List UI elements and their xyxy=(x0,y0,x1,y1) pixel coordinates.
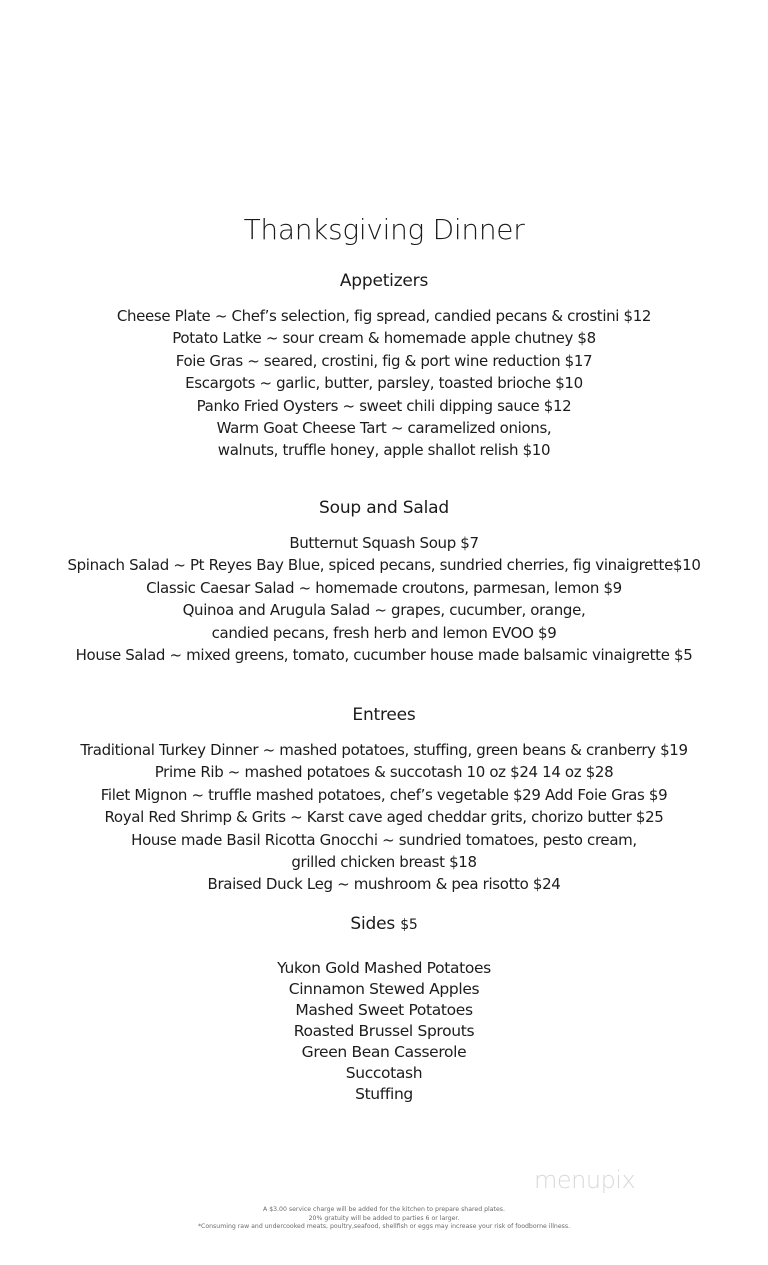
menu-item xyxy=(0,577,768,599)
menu-item-text: House Salad ~ mixed greens, tomato, cucumber house made balsamic vinaigrette $5 xyxy=(75,646,693,665)
section-entrees xyxy=(0,702,768,896)
menu-item xyxy=(0,554,768,576)
section-heading xyxy=(0,495,768,521)
menu-item-text: Classic Caesar Salad ~ homemade croutons, parmesan, lemon $9 xyxy=(146,578,622,597)
menu-item-text: House made Basil Ricotta Gnocchi ~ sundried tomatoes, pesto cream, xyxy=(131,830,637,849)
menu-item xyxy=(0,417,768,462)
menu-item-text: Warm Goat Cheese Tart ~ caramelized onions, xyxy=(216,419,552,438)
menu-item xyxy=(0,1000,768,1021)
section-heading-label: Soup and Salad xyxy=(319,498,449,518)
menu-item-text: Cinnamon Stewed Apples xyxy=(288,980,480,998)
menu-title: Thanksgiving Dinner xyxy=(243,213,525,246)
menu-item xyxy=(0,372,768,394)
menu-item xyxy=(0,1042,768,1063)
menu-item-text: Succotash xyxy=(345,1064,423,1082)
section-heading-label: Sides xyxy=(350,914,395,934)
menu-item-text: Cheese Plate ~ Chef’s selection, fig spread, candied pecans & crostini $12 xyxy=(116,307,652,325)
section-heading xyxy=(0,911,768,938)
menu-item-text-continued: walnuts, truffle honey, apple shallot relish $10 xyxy=(217,441,551,460)
footer-notes xyxy=(0,1206,768,1232)
menu-item-text: Quinoa and Arugula Salad ~ grapes, cucumber, orange, xyxy=(182,601,586,620)
menu-item xyxy=(0,958,768,979)
menu-item xyxy=(0,395,768,417)
menu-item-list xyxy=(0,739,768,896)
menu-item xyxy=(0,784,768,806)
menu-item-text: Spinach Salad ~ Pt Reyes Bay Blue, spiced pecans, sundried cherries, fig vinaigrette$10 xyxy=(67,556,701,575)
section-heading-label: Appetizers xyxy=(339,271,429,291)
menu-item-text: Royal Red Shrimp & Grits ~ Karst cave aged cheddar grits, chorizo butter $25 xyxy=(104,808,664,827)
menu-item-text: Stuffing xyxy=(355,1085,413,1103)
menu-item-text: Roasted Brussel Sprouts xyxy=(293,1022,475,1040)
menu-item xyxy=(0,979,768,1000)
menu-item xyxy=(0,739,768,761)
menu-item-list xyxy=(0,532,768,666)
menu-item xyxy=(0,873,768,895)
menu-item-text: Traditional Turkey Dinner ~ mashed potatoes, stuffing, green beans & cranberry $19 xyxy=(80,741,688,759)
section-soup-and-salad xyxy=(0,495,768,666)
menu-item-text: Potato Latke ~ sour cream & homemade apple chutney $8 xyxy=(172,329,596,348)
section-heading-label: Entrees xyxy=(352,705,416,725)
menu-item xyxy=(0,1063,768,1084)
menu-item-list xyxy=(0,305,768,462)
menupix-watermark: menupix xyxy=(534,1166,636,1194)
menu-item-text-continued: candied pecans, fresh herb and lemon EVOO $9 xyxy=(211,623,557,642)
menu-item xyxy=(0,1084,768,1105)
menu-item-text: Mashed Sweet Potatoes xyxy=(295,1001,473,1019)
menu-item-text: Panko Fried Oysters ~ sweet chili dipping sauce $12 xyxy=(196,396,572,415)
footer-health-warning: *Consuming raw and undercooked meats, poultry,seafood, shellfish or eggs may increase your risk of foodborne illness. xyxy=(197,1223,571,1231)
menu-item xyxy=(0,761,768,783)
section-appetizers xyxy=(0,268,768,462)
menu-item xyxy=(0,644,768,666)
menu-item xyxy=(0,599,768,644)
menu-item-text-continued: grilled chicken breast $18 xyxy=(291,853,477,872)
menu-item xyxy=(0,806,768,828)
menu-item-text: Braised Duck Leg ~ mushroom & pea risotto $24 xyxy=(207,875,561,894)
menu-item xyxy=(0,327,768,349)
menu-item xyxy=(0,350,768,372)
menu-item xyxy=(0,829,768,874)
menu-item-text: Green Bean Casserole xyxy=(301,1043,467,1061)
menu-item-text: Yukon Gold Mashed Potatoes xyxy=(277,959,491,977)
menu-item-text: Escargots ~ garlic, butter, parsley, toasted brioche $10 xyxy=(185,374,583,393)
menu-item xyxy=(0,532,768,554)
footer-gratuity: 20% gratuity will be added to parties 6 or larger. xyxy=(308,1214,460,1222)
menu-item-text: Butternut Squash Soup $7 xyxy=(289,534,479,552)
section-heading xyxy=(0,268,768,294)
menu-item xyxy=(0,305,768,327)
menu-item-list xyxy=(0,958,768,1105)
section-heading xyxy=(0,702,768,728)
menu-item-text: Prime Rib ~ mashed potatoes & succotash 10 oz $24 14 oz $28 xyxy=(154,763,614,782)
section-heading-price: $5 xyxy=(400,917,418,933)
footer-service-charge: A $3.00 service charge will be added for the kitchen to prepare shared plates. xyxy=(263,1206,505,1213)
menu-item-text: Foie Gras ~ seared, crostini, fig & port wine reduction $17 xyxy=(175,351,593,370)
menu-item xyxy=(0,1021,768,1042)
section-sides xyxy=(0,911,768,1105)
menu-item-text: Filet Mignon ~ truffle mashed potatoes, chef’s vegetable $29 Add Foie Gras $9 xyxy=(100,785,668,804)
